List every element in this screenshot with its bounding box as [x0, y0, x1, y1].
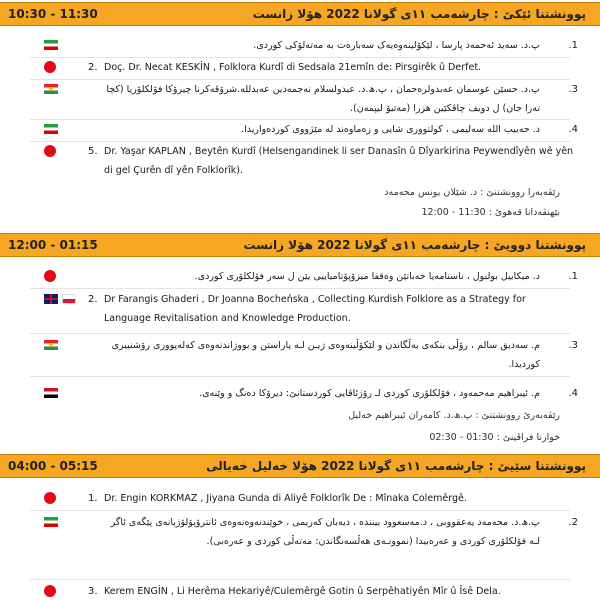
- item-text: Dr Farangis Ghaderi , Dr Joanna Bocheńska , Collecting Kurdish Folklore as a Strategy for Language Revitalisation and Knowledge Production.: [104, 294, 526, 324]
- session-3-header: [0, 454, 600, 478]
- turkey-flag-icon: [44, 61, 56, 73]
- item-text: Dr. Engin KORKMAZ , Jiyana Gunda di Aliyê Folklorîk De : Mînaka Colemêrgê.: [104, 493, 467, 504]
- session-2-title: پوونشتنا دوویێ : چارشەمب ١١ی گولانا 2022 هۆلا زانست: [243, 238, 586, 252]
- turkey-flag-icon: [44, 270, 56, 282]
- item-text: پ.د. سەید ئەحمەد پارسا ، لێکۆلینەوەیەک سەبارەت بە مەتەلۆکی کوردی.: [253, 40, 540, 51]
- item-text: Dr. Yaşar KAPLAN , Beytên Kurdî (Helsengandinek li ser Danasîn û Dîyarkirina Peywendîyên wê yên di gel Çurên dî yên Folklorîk).: [104, 146, 574, 176]
- item-number: .3: [568, 340, 578, 351]
- item-text: م. سەدیق سالم ، رۆڵی بنکەی بەڵگاندن و لێکۆڵینەوەی ژیـن لـە پاراستن و بووژاندنەوەی کەلەپووری رۆشنبیری کوردیدا.: [111, 340, 540, 370]
- item-number: .1: [568, 40, 578, 51]
- item-number: 2.: [88, 62, 98, 73]
- iran-flag-icon: [44, 517, 58, 527]
- divider: [30, 579, 570, 580]
- divider: [30, 376, 570, 377]
- divider: [30, 510, 570, 511]
- session-2-header: [0, 233, 600, 257]
- list-item: [0, 513, 600, 575]
- divider: [30, 333, 570, 334]
- item-text: م. ئیبراهیم مەحمەود ، فۆلکلۆری کوردی لـ رۆژئاڤایی کوردستانێ: دیرۆکا دەنگ و وێنەی.: [199, 388, 540, 399]
- item-number: .3: [568, 84, 578, 95]
- item-number: .1: [568, 271, 578, 282]
- divider: [30, 288, 570, 289]
- session-break: بێهنڤەدانا قەهوێ : 11:30 - 12:00: [421, 207, 560, 218]
- item-text: د. حەبیب الله سەلیمی ، کولتووری شایی و زەماوەند لە مێژووی کوردەواریدا.: [241, 124, 540, 135]
- turkey-flag-icon: [44, 145, 56, 157]
- list-item: [0, 290, 600, 328]
- uk-flag-icon: [44, 294, 58, 304]
- session-1-header: [0, 2, 600, 26]
- session-1-time: 10:30 - 11:30: [8, 7, 98, 21]
- item-text: Kerem ENGİN , Li Herêma Hekariyê/Culemêrgê Gotin û Serpêhatiyên Mîr û Îsê Dela.: [104, 586, 501, 597]
- item-number: .2: [568, 517, 578, 528]
- iraq-flag-icon: [44, 388, 58, 398]
- item-text: پ.ھ.د. محەمەد یەعقووبی ، د.مەسعوود بینندە ، دیەبان کەریمی ، خوێندنەوەنەوەی ئانترۆپۆلۆژیانەی پێگەی ئاگر لـە فۆلکلۆری کوردی و عەرەبیدا (نموونـەی هەڵسەنگاندن: مەتەڵی کوردی و عەرەبی).: [110, 517, 540, 547]
- item-number: .4: [568, 388, 578, 399]
- session-3-time: 04:00 - 05:15: [8, 459, 98, 473]
- session-1-title: پوونشتنا ئێکێ : چارشەمب ١١ی گولانا 2022 هۆلا زانست: [252, 7, 586, 21]
- list-item: [0, 142, 600, 180]
- iran-flag-icon: [44, 40, 58, 50]
- poland-flag-icon: [62, 294, 76, 304]
- session-break: خوارنا فراڤینێ : 01:30 - 02:30: [429, 432, 560, 443]
- session-3-title: پوونشتنا سێیێ : چارشەمب ١١ی گولانا 2022 هۆلا خەلیل خەیالی: [206, 459, 586, 473]
- session-chair: رێڤەبەرێ روونشتنێ : پ.ھ.د. کامەران ئیبراهیم خەلیل: [348, 410, 560, 421]
- kurdistan-flag-icon: [44, 340, 58, 350]
- item-number: .4: [568, 124, 578, 135]
- item-text: Doç. Dr. Necat KESKİN , Folklora Kurdî di Sedsala 21emîn de: Pirsgirêk û Derfet.: [104, 62, 482, 73]
- kurdistan-flag-icon: [44, 84, 58, 94]
- item-number: 2.: [88, 294, 98, 305]
- iran-flag-icon: [44, 124, 58, 134]
- session-2-time: 12:00 - 01:15: [8, 238, 98, 252]
- session-chair: رێڤەبەرا روونشتنێ : د. شێلان یونس محەمەد: [384, 187, 560, 198]
- list-item: [0, 336, 600, 374]
- item-number: 1.: [88, 493, 98, 504]
- item-number: 3.: [88, 586, 98, 597]
- turkey-flag-icon: [44, 492, 56, 504]
- item-text: د. میکاییل بولبول ، ناسنامەیا خەباتێن وەقفا میزۆپۆتامیاییی یێن ل سەر فۆلکلۆری کوردی.: [194, 271, 540, 282]
- item-number: 5.: [88, 146, 98, 157]
- item-text: پ.د. حسێن عوسمان عەبدولرەحمان ، پ.ھ.د. عبدولسلام نەجمەدین عەبدللە.شرۆڤەکرنا چیرۆکا فۆلکلۆریا (کچا تەرا جان) ل دویف چاڤکێین هزرا (مەتیۆ لیپمەن).: [106, 84, 540, 114]
- turkey-flag-icon: [44, 585, 56, 597]
- list-item: [0, 80, 600, 118]
